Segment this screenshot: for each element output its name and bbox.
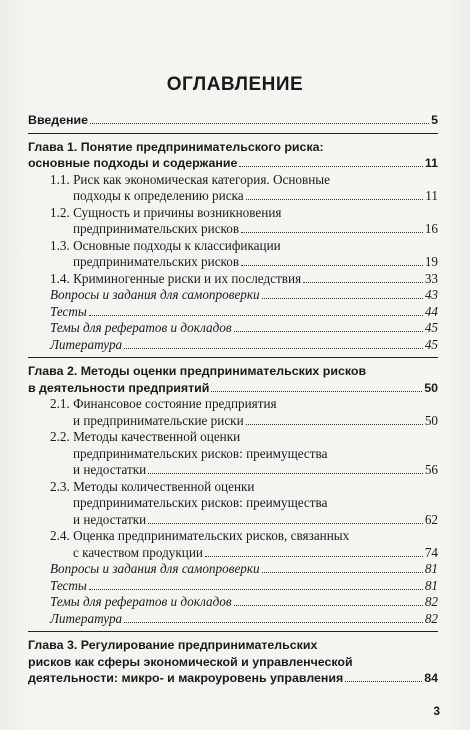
- leader-dots: [234, 605, 423, 606]
- chapter-title-line: Глава 3. Регулирование предпринимательских: [28, 638, 318, 652]
- toc-item-2-2[interactable]: [28, 429, 438, 479]
- extra-page: 81: [424, 577, 438, 593]
- toc-extra-topics-2[interactable]: [28, 594, 438, 611]
- chapter-page: 50: [424, 380, 438, 395]
- extra-label: Литература: [50, 336, 123, 352]
- item-line: предпринимательских рисков: [73, 254, 240, 269]
- extra-page: 82: [424, 610, 438, 626]
- item-line: предпринимательских рисков: преимущества: [73, 495, 328, 510]
- chapter-page: 11: [424, 156, 438, 170]
- item-page: 19: [424, 254, 438, 269]
- item-line: и недостатки: [73, 511, 147, 527]
- leader-dots: [89, 589, 423, 590]
- toc-item-2-1[interactable]: [28, 396, 438, 429]
- item-line: 2.1. Финансовое состояние предприятия: [50, 396, 277, 411]
- item-line: 1.2. Сущность и причины возникновения: [50, 204, 282, 220]
- item-line: 2.3. Методы количественной оценки: [50, 478, 255, 494]
- leader-dots: [148, 473, 423, 474]
- toc-chapter-1[interactable]: [28, 139, 438, 172]
- leader-dots: [262, 298, 423, 299]
- chapter-title-line: Глава 2. Методы оценки предпринимательских рисков: [28, 364, 367, 378]
- extra-label: Тесты: [50, 303, 87, 319]
- page-number: 3: [433, 704, 440, 718]
- item-line: и недостатки: [73, 462, 147, 477]
- extra-label: Темы для рефератов и докладов: [50, 594, 232, 609]
- item-line: 1.4. Криминогенные риски и их последствия: [50, 270, 302, 286]
- toc-item-1-3[interactable]: [28, 238, 438, 271]
- extra-page: 44: [424, 303, 438, 319]
- item-page: 11: [425, 188, 438, 203]
- extra-label: Вопросы и задания для самопроверки: [50, 287, 260, 302]
- leader-dots: [262, 572, 423, 573]
- toc-intro-page: 5: [431, 113, 438, 127]
- chapter-page: 84: [424, 671, 438, 685]
- extra-label: Тесты: [50, 577, 87, 593]
- item-page: 33: [424, 270, 438, 286]
- chapter-title-line: Глава 1. Понятие предпринимательского риска:: [28, 139, 324, 154]
- leader-dots: [241, 265, 423, 266]
- leader-dots: [246, 424, 423, 425]
- item-page: 16: [424, 221, 438, 236]
- toc-extra-tests-2[interactable]: [28, 578, 438, 595]
- leader-dots: [124, 622, 423, 623]
- toc-chapter-2[interactable]: [28, 363, 438, 396]
- item-line: с качеством продукции: [73, 544, 203, 560]
- toc-extra-topics-1[interactable]: [28, 320, 438, 337]
- toc-item-2-4[interactable]: [28, 528, 438, 561]
- toc-intro-label: Введение: [28, 113, 89, 127]
- item-line: 1.3. Основные подходы к классификации: [50, 237, 281, 253]
- item-page: 62: [424, 511, 438, 527]
- item-line: 1.1. Риск как экономическая категория. Основные: [50, 171, 331, 187]
- toc-extra-literature-2[interactable]: [28, 611, 438, 628]
- extra-page: 45: [424, 320, 438, 335]
- toc-extra-questions-2[interactable]: [28, 561, 438, 578]
- table-of-contents: [28, 112, 438, 687]
- item-page: 74: [424, 544, 438, 560]
- toc-extra-tests-1[interactable]: [28, 304, 438, 321]
- toc-extra-questions-1[interactable]: [28, 287, 438, 304]
- item-line: 2.2. Методы качественной оценки: [50, 429, 241, 444]
- toc-extra-literature-1[interactable]: [28, 337, 438, 354]
- leader-dots: [246, 199, 424, 200]
- item-page: 56: [424, 462, 438, 477]
- extra-page: 45: [424, 336, 438, 352]
- toc-item-1-1[interactable]: [28, 172, 438, 205]
- leader-dots: [211, 391, 422, 392]
- item-page: 50: [424, 412, 438, 428]
- extra-page: 43: [424, 287, 438, 302]
- toc-item-2-3[interactable]: [28, 479, 438, 529]
- leader-dots: [205, 556, 423, 557]
- chapter-title-line: в деятельности предприятий: [28, 380, 210, 395]
- leader-dots: [239, 166, 423, 167]
- leader-dots: [345, 681, 422, 682]
- item-line: и предпринимательские риски: [73, 412, 244, 428]
- section-divider: [28, 133, 438, 134]
- section-divider: [28, 631, 438, 632]
- leader-dots: [89, 315, 423, 316]
- extra-page: 82: [424, 594, 438, 609]
- chapter-title-line: деятельности: микро- и макроуровень управления: [28, 671, 344, 685]
- leader-dots: [241, 232, 423, 233]
- leader-dots: [124, 348, 423, 349]
- leader-dots: [303, 282, 423, 283]
- extra-page: 81: [424, 561, 438, 576]
- leader-dots: [148, 523, 423, 524]
- extra-label: Литература: [50, 610, 123, 626]
- toc-item-1-4[interactable]: [28, 271, 438, 288]
- page-title: ОГЛАВЛЕНИЕ: [166, 74, 304, 95]
- extra-label: Вопросы и задания для самопроверки: [50, 561, 260, 576]
- chapter-title-line: рисков как сферы экономической и управленческой: [28, 654, 353, 669]
- item-line: подходы к определению риска: [73, 188, 244, 203]
- toc-intro[interactable]: [28, 112, 438, 129]
- section-divider: [28, 357, 438, 358]
- toc-item-1-2[interactable]: [28, 205, 438, 238]
- leader-dots: [90, 123, 429, 124]
- toc-chapter-3[interactable]: [28, 637, 438, 687]
- chapter-title-line: основные подходы и содержание: [28, 156, 238, 170]
- item-line: предпринимательских рисков: преимущества: [73, 445, 328, 461]
- item-line: 2.4. Оценка предпринимательских рисков, связанных: [50, 528, 350, 543]
- extra-label: Темы для рефератов и докладов: [50, 320, 232, 335]
- leader-dots: [234, 331, 423, 332]
- item-line: предпринимательских рисков: [73, 221, 240, 236]
